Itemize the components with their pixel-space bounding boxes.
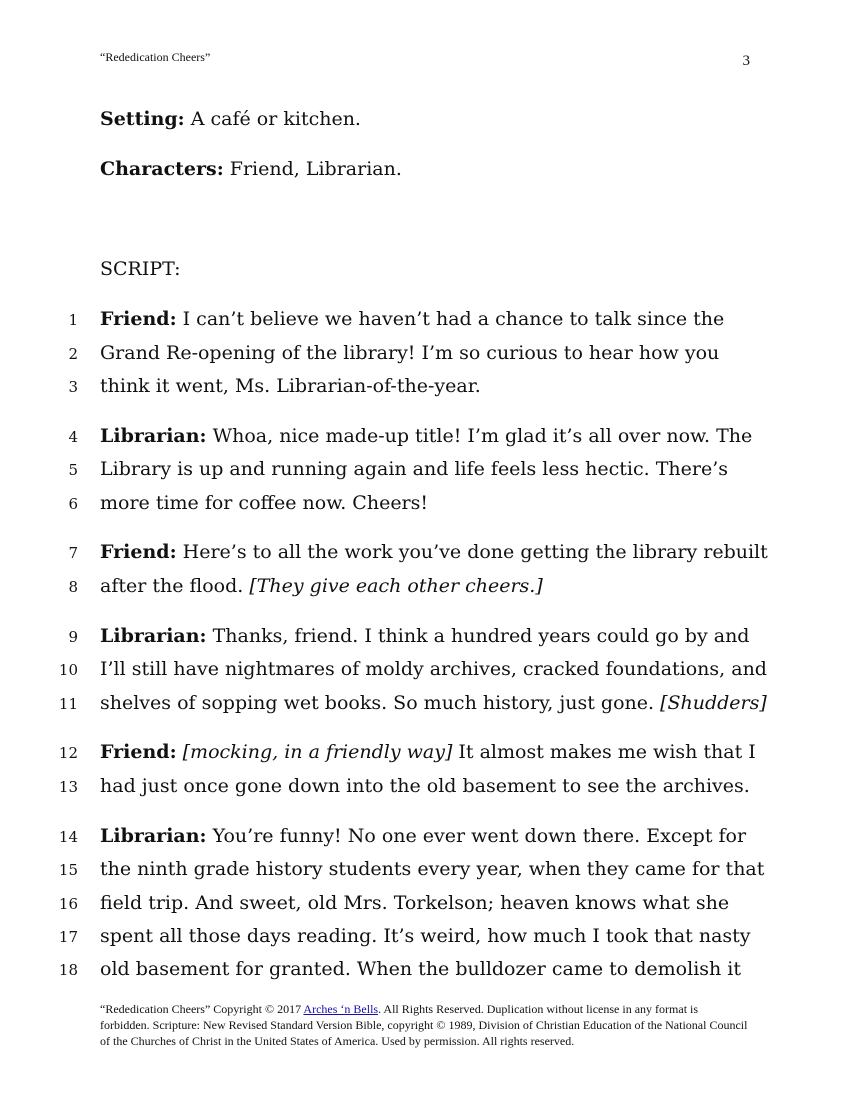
page-number: 3 [742,53,750,69]
dialogue-text: Here’s to all the work you’ve done getting the library rebuilt [176,541,768,563]
script-line [0,858,850,892]
line-text [100,625,749,647]
characters-line [100,158,402,180]
dialogue-text: Whoa, nice made-up title! I’m glad it’s all over now. The [206,425,753,447]
script-line [0,925,850,959]
line-number: 6 [68,495,78,513]
dialogue-text: Grand Re-opening of the library! I’m so curious to hear how you [100,342,720,364]
line-number: 17 [58,928,78,946]
script-line [0,308,850,342]
speaker-name: Librarian: [100,825,207,847]
line-number: 18 [58,961,78,979]
line-number: 14 [58,828,78,846]
page-header [100,50,750,70]
script-line [0,342,850,376]
line-text [100,741,756,763]
dialogue-text: think it went, Ms. Librarian-of-the-year. [100,375,481,397]
dialogue-text: the ninth grade history students every year, when they came for that [100,858,765,880]
dialogue-text: shelves of sopping wet books. So much history, just gone. [100,692,661,714]
speaker-name: Friend: [100,541,177,563]
script-line [0,541,850,575]
line-text [100,458,728,480]
dialogue-text: after the flood. [100,575,250,597]
dialogue-text: Library is up and running again and life feels less hectic. There’s [100,458,728,480]
script-line [0,892,850,926]
line-number: 15 [58,861,78,879]
script-line [0,425,850,459]
dialogue-text: You’re funny! No one ever went down there. Except for [206,825,747,847]
dialogue-text: field trip. And sweet, old Mrs. Torkelson; heaven knows what she [100,892,730,914]
line-text [100,575,543,597]
setting-label: Setting: [100,108,185,130]
line-number: 1 [68,311,78,329]
line-number: 12 [58,744,78,762]
line-text [100,692,767,714]
dialogue-text: I’ll still have nightmares of moldy archives, cracked foundations, and [100,658,767,680]
line-number: 10 [58,661,78,679]
line-number: 4 [68,428,78,446]
setting-line [100,108,361,130]
copyright-footer [100,1001,750,1049]
line-text [100,425,752,447]
line-number: 8 [68,578,78,596]
script-line [0,575,850,609]
dialogue-text: more time for coffee now. Cheers! [100,492,429,514]
line-text [100,925,751,947]
characters-value: Friend, Librarian. [223,158,402,180]
script-label: SCRIPT: [100,258,181,280]
line-text [100,775,750,797]
script-line [0,458,850,492]
line-number: 16 [58,895,78,913]
script-line [0,775,850,809]
script-line [0,958,850,992]
footer-text-start: “Rededication Cheers” Copyright © 2017 [100,1002,304,1016]
line-text [100,825,746,847]
setting-value: A café or kitchen. [184,108,361,130]
line-text [100,308,724,330]
script-line [0,658,850,692]
line-text [100,892,729,914]
script-line [0,492,850,526]
line-number: 9 [68,628,78,646]
footer-text-end: . All Rights Reserved. Duplication without license in any format is forbidden. Scripture: New Revised Standard Version Bible, copyright © 1989, Division of Christian Education of the National Council of the Churches of Christ in the United States of America. Used by permission. All rights reserved. [100,1002,748,1048]
dialogue-text: had just once gone down into the old basement to see the archives. [100,775,750,797]
dialogue-text: Thanks, friend. I think a hundred years could go by and [206,625,750,647]
stage-direction: [mocking, in a friendly way] [176,741,453,763]
line-number: 2 [68,345,78,363]
script-line [0,692,850,726]
line-text [100,858,764,880]
line-number: 11 [58,695,78,713]
line-text [100,375,481,397]
line-number: 3 [68,378,78,396]
line-number: 7 [68,544,78,562]
dialogue-text: spent all those days reading. It’s weird, how much I took that nasty [100,925,751,947]
characters-label: Characters: [100,158,224,180]
dialogue-text: I can’t believe we haven’t had a chance to talk since the [176,308,725,330]
dialogue-text: It almost makes me wish that I [452,741,756,763]
speaker-name: Friend: [100,741,177,763]
dialogue-text: old basement for granted. When the bulldozer came to demolish it [100,958,742,980]
speaker-name: Friend: [100,308,177,330]
script-line [0,825,850,859]
line-text [100,541,768,563]
line-number: 5 [68,461,78,479]
line-text [100,658,767,680]
stage-direction: [They give each other cheers.] [249,575,543,597]
speaker-name: Librarian: [100,625,207,647]
speaker-name: Librarian: [100,425,207,447]
script-line [0,375,850,409]
arches-n-bells-link[interactable]: Arches ‘n Bells [303,1002,379,1016]
script-line [0,741,850,775]
stage-direction: [Shudders] [660,692,767,714]
line-text [100,342,719,364]
line-number: 13 [58,778,78,796]
script-line [0,625,850,659]
line-text [100,958,741,980]
header-title: “Rededication Cheers” [100,50,211,64]
line-text [100,492,428,514]
